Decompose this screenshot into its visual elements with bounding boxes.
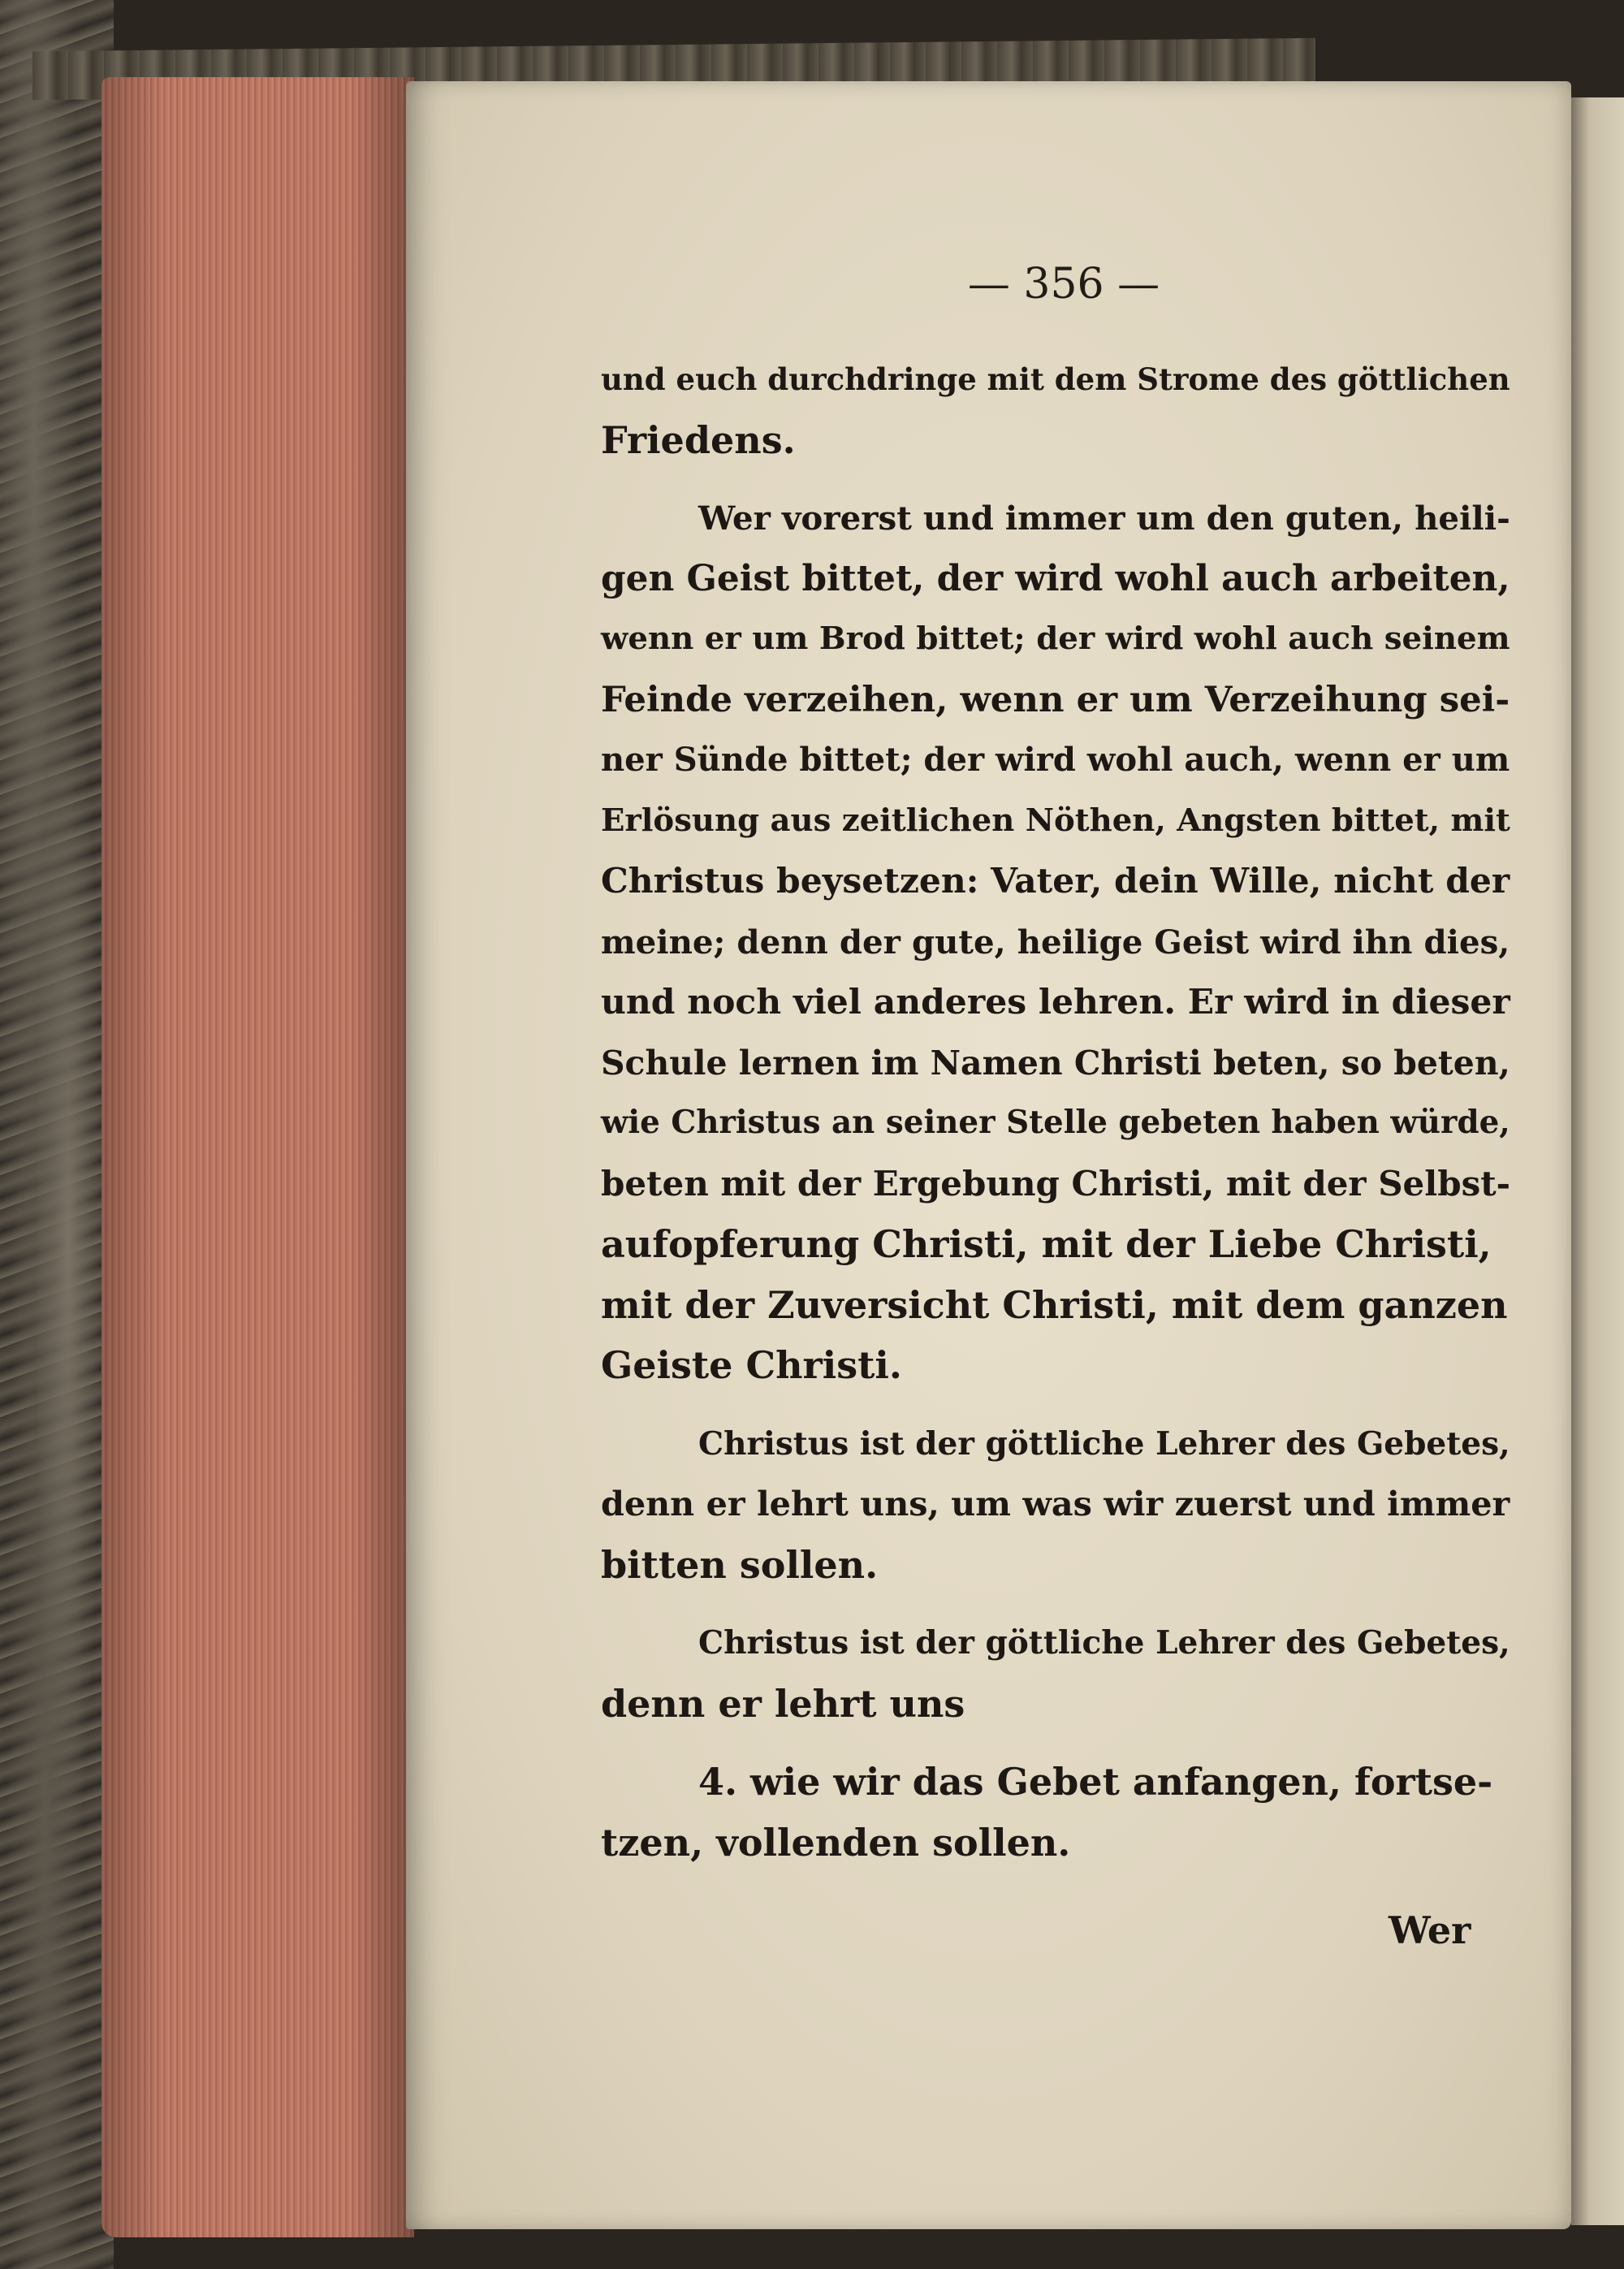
page-number: — 356 —	[967, 260, 1160, 309]
text-line: Wer vorerst und immer um den guten, heili-	[698, 499, 1510, 538]
text-line: denn er lehrt uns	[601, 1681, 965, 1726]
text-line: ner Sünde bittet; der wird wohl auch, wenn er um	[601, 741, 1510, 779]
text-line: bitten sollen.	[601, 1542, 879, 1587]
text-line: wenn er um Brod bittet; der wird wohl auch seinem	[601, 620, 1510, 657]
text-line: 4. wie wir das Gebet anfangen, fortse-	[698, 1760, 1493, 1804]
paragraph-5	[601, 1752, 1510, 1873]
text-line: Feinde verzeihen, wenn er um Verzeihung sei-	[601, 678, 1510, 720]
page-text	[601, 349, 1510, 1873]
text-line: und noch viel anderes lehren. Er wird in dieser	[601, 982, 1510, 1022]
paragraph-3	[601, 1414, 1510, 1596]
text-line: mit der Zuversicht Christi, mit dem ganzen	[601, 1282, 1508, 1327]
text-line: Christus ist der göttliche Lehrer des Gebetes,	[698, 1424, 1510, 1463]
paragraph-1	[601, 349, 1510, 470]
text-line: gen Geist bittet, der wird wohl auch arbeiten,	[601, 557, 1510, 599]
marbled-cover	[0, 0, 114, 2269]
text-line: beten mit der Ergebung Christi, mit der Selbst-	[601, 1163, 1511, 1204]
text-line: Geiste Christi.	[601, 1343, 902, 1387]
text-line: wie Christus an seiner Stelle gebeten haben würde,	[601, 1104, 1510, 1141]
facing-page-edge	[1571, 97, 1624, 2225]
text-line: tzen, vollenden sollen.	[601, 1820, 1071, 1865]
catchword: Wer	[1389, 1908, 1471, 1952]
text-line: Friedens.	[601, 417, 796, 462]
red-page-edges	[102, 77, 414, 2237]
text-line: denn er lehrt uns, um was wir zuerst und immer	[601, 1484, 1510, 1523]
text-line: Christus beysetzen: Vater, dein Wille, nicht der	[601, 861, 1510, 901]
text-line: meine; denn der gute, heilige Geist wird ihn dies,	[601, 922, 1510, 962]
paragraph-2	[601, 488, 1510, 1396]
text-line: Erlösung aus zeitlichen Nöthen, Angsten bittet, mit	[601, 802, 1510, 839]
text-line: Schule lernen im Namen Christi beten, so beten,	[601, 1043, 1510, 1083]
text-line: und euch durchdringe mit dem Strome des göttlichen	[601, 361, 1510, 397]
paragraph-4	[601, 1613, 1510, 1734]
text-line: aufopferung Christi, mit der Liebe Christi,	[601, 1222, 1492, 1266]
text-line: Christus ist der göttliche Lehrer des Gebetes,	[698, 1624, 1510, 1662]
